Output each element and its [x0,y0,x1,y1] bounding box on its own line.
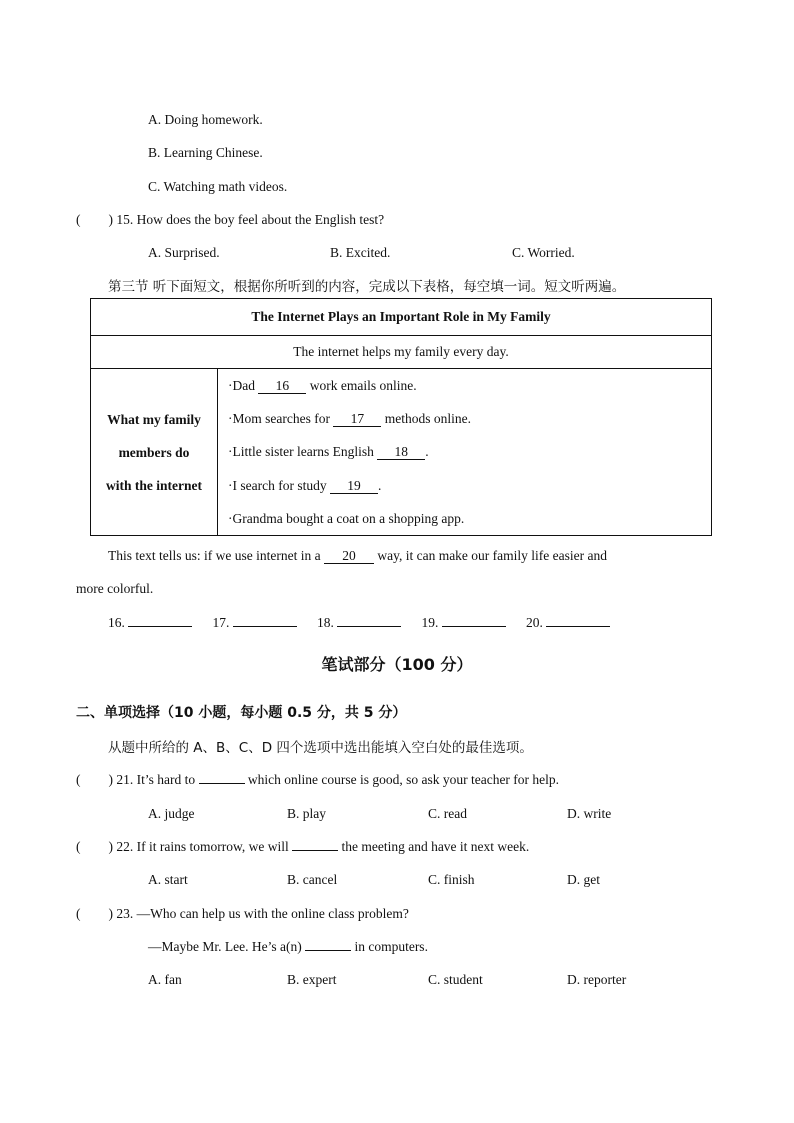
q15-option-b: B. Excited. [330,245,391,260]
q21-option-d: D. write [567,806,612,821]
summary-line-2: more colorful. [76,581,154,596]
answer-label: 18. [317,615,334,630]
answer-blank-20: 20 [324,549,374,564]
q23-blank [305,950,351,951]
left-header-line: members do [118,444,190,460]
answer-field-19[interactable] [442,626,506,627]
summary-text: way, it can make our family life easier and [373,548,607,563]
q21-stem: ( ) 21. It’s hard to which online course is good, so ask your teacher for help. [76,772,560,787]
table-row [228,469,711,502]
summary-text: This text tells us: if we use internet in a [108,548,324,563]
answer-blank-16: 16 [258,379,306,394]
q14-option-a: A. Doing homework. [148,112,263,127]
answer-blank-19: 19 [330,479,378,494]
answer-paren-open: ( [76,212,81,227]
answer-field-16[interactable] [128,626,192,627]
q22-text: the meeting and have it next week. [338,839,530,854]
table-title: The Internet Plays an Important Role in My Family [91,299,712,336]
row-text: ·Little sister learns English [228,444,378,460]
answer-label: 16. [108,615,125,630]
q15-text: 15. How does the boy feel about the English test? [116,212,385,227]
q23-option-c: C. student [428,972,483,987]
table-row [228,502,711,535]
row-text: . [425,444,429,460]
answer-field-17[interactable] [233,626,297,627]
q14-option-b: B. Learning Chinese. [148,145,263,160]
left-header-line: What my family [107,411,201,427]
table-row [228,369,711,402]
q22-option-d: D. get [567,872,600,887]
q21-blank [199,783,245,784]
answer-label: 19. [421,615,439,630]
q21-option-a: A. judge [148,806,195,821]
q15-stem [76,212,384,228]
q23-option-a: A. fan [148,972,182,987]
q15-option-c: C. Worried. [512,245,575,260]
row-text: work emails online. [306,378,417,393]
q21-option-c: C. read [428,806,467,821]
table-left-header [91,369,218,536]
q22-option-b: B. cancel [287,872,338,887]
answer-blank-17: 17 [333,412,381,427]
q22-option-c: C. finish [428,872,475,887]
row-text: ·Dad [228,378,259,393]
answer-label: 20. [526,615,543,630]
q15-option-a: A. Surprised. [148,245,220,260]
q21-text: which online course is good, so ask your teacher for help. [244,772,560,787]
row-text: . [377,477,382,493]
table-subtitle: The internet helps my family every day. [91,336,712,369]
q23-stem: ( ) 23. —Who can help us with the online class problem? [76,906,409,921]
table-row [228,402,711,435]
q21-text: 21. It’s hard to [116,772,199,787]
table-row [228,435,711,468]
left-header-line: with the internet [106,477,202,493]
section2-heading: 二、单项选择（10 小题，每小题 0.5 分，共 5 分） [76,705,407,721]
q21-option-b: B. play [287,806,326,821]
answer-blank-line [108,615,610,631]
row-text: methods online. [381,411,471,427]
section2-instruction: 从题中所给的 A、B、C、D 四个选项中选出能填入空白处的最佳选项。 [108,740,533,756]
q22-option-a: A. start [148,872,188,887]
table-right-content [218,369,712,536]
q23-option-d: D. reporter [567,972,627,987]
q22-text: 22. If it rains tomorrow, we will [116,839,293,854]
q22-blank [292,850,338,851]
row-text: ·I search for study [228,477,330,493]
row-text: ·Grandma bought a coat on a shopping app. [228,510,465,526]
written-section-heading: 笔试部分（100 分） [321,655,473,674]
summary-line [108,548,718,564]
answer-field-20[interactable] [546,626,610,627]
row-text: ·Mom searches for [228,411,334,427]
q23-text: 23. —Who can help us with the online class problem? [116,906,409,921]
answer-field-18[interactable] [337,626,401,627]
q22-stem: ( ) 22. If it rains tomorrow, we will the meeting and have it next week. [76,839,530,854]
q23-text: —Maybe Mr. Lee. He’s a(n) [148,939,306,954]
q23-text: in computers. [351,939,428,954]
q14-option-c: C. Watching math videos. [148,179,288,194]
q23-option-b: B. expert [287,972,337,987]
answer-paren-close: ) [108,212,113,227]
fill-in-table [90,298,712,536]
q23-line-2 [148,939,428,955]
section3-instruction: 第三节 听下面短文，根据你所听到的内容，完成以下表格，每空填一词。短文听两遍。 [108,279,626,295]
answer-label: 17. [212,615,230,630]
answer-blank-18: 18 [377,445,425,460]
